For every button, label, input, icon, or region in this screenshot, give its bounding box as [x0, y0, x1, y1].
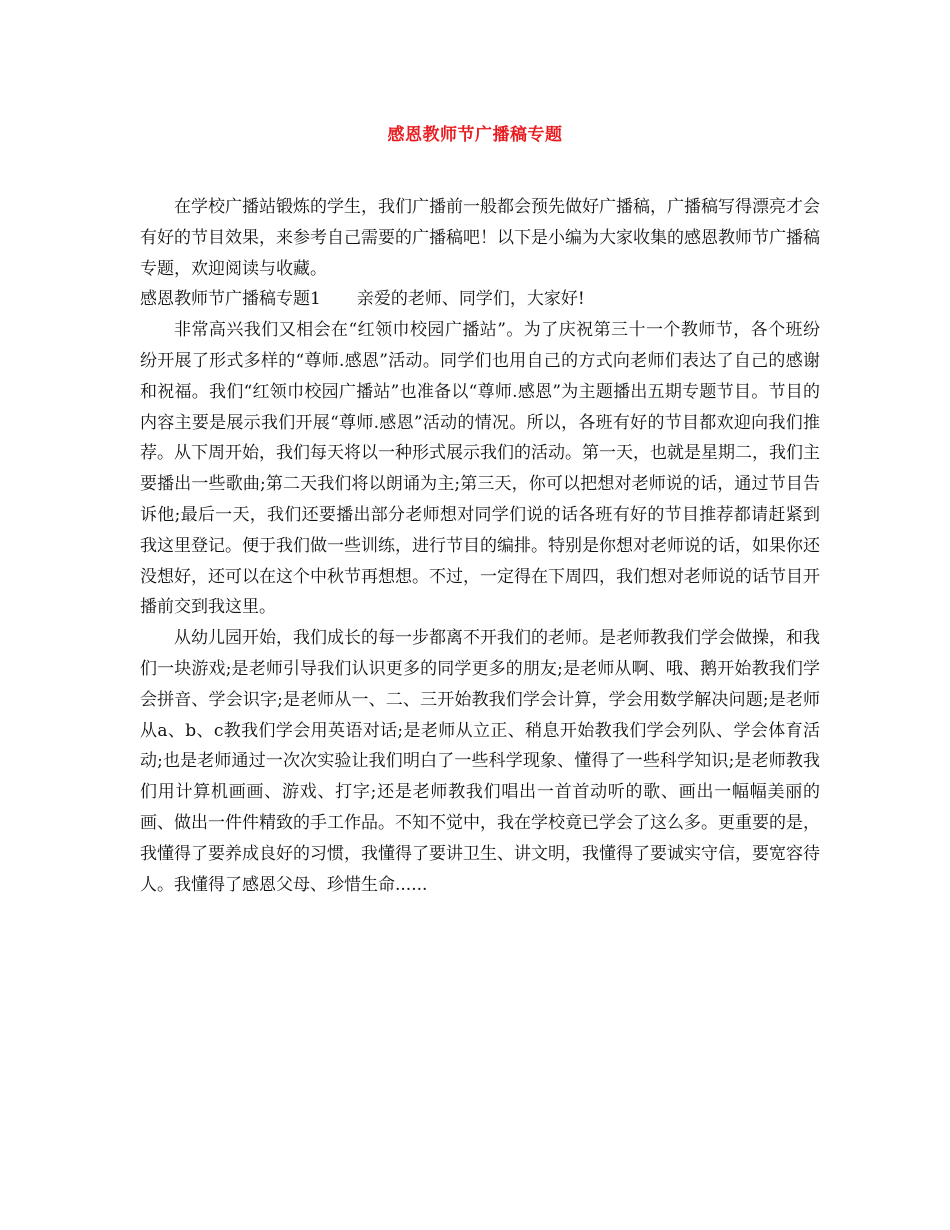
- body-paragraph-2: 从幼儿园开始，我们成长的每一步都离不开我们的老师。是老师教我们学会做操，和我们一块游戏;是老师引导我们认识更多的同学更多的朋友;是老师从啊、哦、鹅开始教我们学会拼音、学会识字;是老师从一、二、三开始教我们学会计算，学会用数学解决问题;是老师从a、b、c教我们学会用英语对话;是老师从立正、稍息开始教我们学会列队、学会体育活动;也是老师通过一次次实验让我们明白了一些科学现象、懂得了一些科学知识;是老师教我们用计算机画画、游戏、打字;还是老师教我们唱出一首首动听的歌、画出一幅幅美丽的画、做出一件件精致的手工作品。不知不觉中，我在学校竟已学会了这么多。更重要的是，我懂得了要养成良好的习惯，我懂得了要讲卫生、讲文明，我懂得了要诚实守信，要宽容待人。我懂得了感恩父母、珍惜生命......: [140, 628, 820, 895]
- intro-paragraph: 在学校广播站锻炼的学生，我们广播前一般都会预先做好广播稿，广播稿写得漂亮才会有好的节目效果，来参考自己需要的广播稿吧！以下是小编为大家收集的感恩教师节广播稿专题，欢迎阅读与收藏。: [140, 197, 820, 279]
- section-heading: 感恩教师节广播稿专题1: [140, 289, 321, 310]
- document-title: 感恩教师节广播稿专题: [387, 125, 563, 145]
- body-paragraph-1: 非常高兴我们又相会在“红领巾校园广播站”。为了庆祝第三十一个教师节，各个班纷纷开展了形式多样的“尊师.感恩”活动。同学们也用自己的方式向老师们表达了自己的感谢和祝福。我们“红领巾校园广播站”也准备以“尊师.感恩”为主题播出五期专题节目。节目的内容主要是展示我们开展“尊师.感恩”活动的情况。所以，各班有好的节目都欢迎向我们推荐。从下周开始，我们每天将以一种形式展示我们的活动。第一天，也就是星期二，我们主要播出一些歌曲;第二天我们将以朗诵为主;第三天，你可以把想对老师说的话，通过节目告诉他;最后一天，我们还要播出部分老师想对同学们说的话各班有好的节目推荐都请赶紧到我这里登记。便于我们做一些训练，进行节目的编排。特别是你想对老师说的话，如果你还没想好，还可以在这个中秋节再想想。不过，一定得在下周四，我们想对老师说的话节目开播前交到我这里。: [140, 320, 820, 618]
- document-body: [140, 192, 820, 900]
- greeting-text: 亲爱的老师、同学们，大家好!: [356, 289, 585, 310]
- section-line: [140, 284, 820, 315]
